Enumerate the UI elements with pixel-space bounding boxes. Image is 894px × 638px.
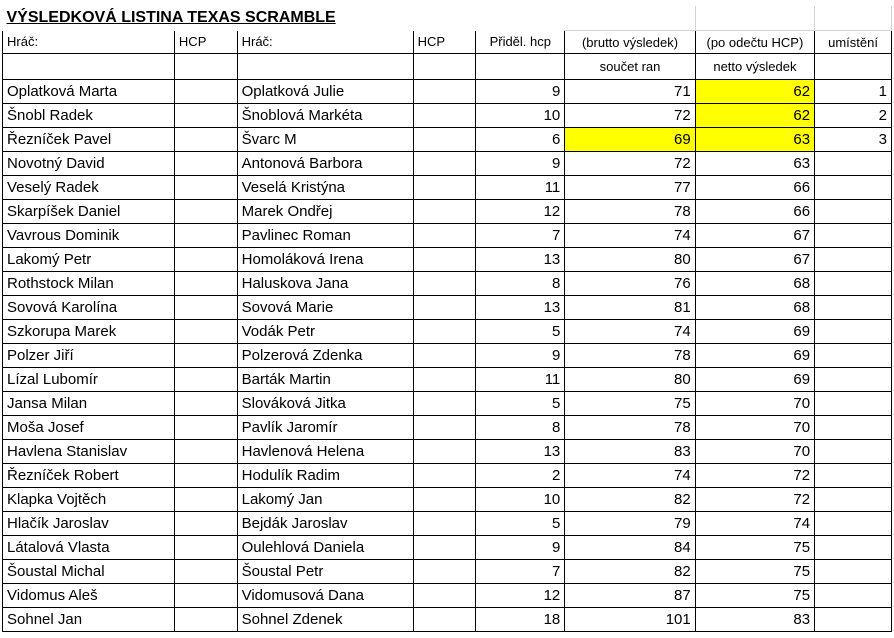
cell-net[interactable]: 75 — [695, 584, 814, 608]
table-row — [3, 200, 892, 224]
cell-net[interactable]: 72 — [695, 464, 814, 488]
header-gross[interactable]: (brutto výsledek) — [565, 31, 695, 54]
cell-hcp1[interactable] — [174, 488, 237, 512]
table-row — [3, 80, 892, 104]
cell-gross[interactable]: 78 — [565, 200, 695, 224]
cell-gross[interactable]: 82 — [565, 488, 695, 512]
table-row — [3, 392, 892, 416]
cell-gross[interactable]: 78 — [565, 416, 695, 440]
cell-assigned-hcp[interactable]: 7 — [476, 224, 565, 248]
cell-player2[interactable]: Pavlinec Roman — [237, 224, 413, 248]
cell-net[interactable]: 66 — [695, 200, 814, 224]
empty-cell[interactable] — [695, 6, 814, 31]
cell-player1[interactable]: Jansa Milan — [3, 392, 175, 416]
cell-hcp2[interactable] — [413, 512, 476, 536]
cell-place[interactable] — [815, 464, 892, 488]
cell-player1[interactable]: Vavrous Dominik — [3, 224, 175, 248]
cell-gross[interactable]: 75 — [565, 392, 695, 416]
cell-player2[interactable]: Švarc M — [237, 128, 413, 152]
cell-player1[interactable]: Lakomý Petr — [3, 248, 175, 272]
cell-player1[interactable]: Moša Josef — [3, 416, 175, 440]
cell-net[interactable]: 70 — [695, 416, 814, 440]
title-row — [3, 6, 892, 31]
table-row — [3, 320, 892, 344]
cell-hcp1[interactable] — [174, 128, 237, 152]
cell-net[interactable]: 63 — [695, 152, 814, 176]
results-table — [2, 6, 892, 632]
header-assigned-hcp[interactable]: Přiděl. hcp — [476, 31, 565, 54]
empty-cell[interactable] — [815, 54, 892, 80]
cell-player2[interactable]: Vidomusová Dana — [237, 584, 413, 608]
table-row — [3, 584, 892, 608]
table-row — [3, 176, 892, 200]
cell-gross[interactable]: 79 — [565, 512, 695, 536]
empty-cell[interactable] — [3, 54, 175, 80]
cell-hcp1[interactable] — [174, 512, 237, 536]
cell-gross[interactable]: 74 — [565, 464, 695, 488]
cell-place[interactable] — [815, 296, 892, 320]
cell-net[interactable]: 72 — [695, 488, 814, 512]
cell-net[interactable]: 63 — [695, 128, 814, 152]
cell-hcp2[interactable] — [413, 560, 476, 584]
cell-player2[interactable]: Oplatková Julie — [237, 80, 413, 104]
header-hcp2[interactable]: HCP — [413, 31, 476, 54]
cell-gross[interactable]: 81 — [565, 296, 695, 320]
cell-net[interactable]: 68 — [695, 296, 814, 320]
cell-hcp2[interactable] — [413, 128, 476, 152]
table-row — [3, 440, 892, 464]
cell-gross[interactable]: 72 — [565, 104, 695, 128]
cell-player2[interactable]: Homoláková Irena — [237, 248, 413, 272]
cell-gross[interactable]: 74 — [565, 224, 695, 248]
cell-hcp2[interactable] — [413, 152, 476, 176]
table-row — [3, 560, 892, 584]
cell-assigned-hcp[interactable]: 12 — [476, 584, 565, 608]
cell-player2[interactable]: Barták Martin — [237, 368, 413, 392]
cell-assigned-hcp[interactable]: 10 — [476, 104, 565, 128]
cell-hcp1[interactable] — [174, 560, 237, 584]
cell-place[interactable] — [815, 368, 892, 392]
cell-assigned-hcp[interactable]: 5 — [476, 320, 565, 344]
cell-player2[interactable]: Antonová Barbora — [237, 152, 413, 176]
table-row — [3, 104, 892, 128]
cell-gross[interactable]: 82 — [565, 560, 695, 584]
table-row — [3, 536, 892, 560]
cell-net[interactable]: 69 — [695, 320, 814, 344]
cell-place[interactable] — [815, 248, 892, 272]
cell-player2[interactable]: Bejdák Jaroslav — [237, 512, 413, 536]
table-row — [3, 488, 892, 512]
table-row — [3, 224, 892, 248]
cell-player1[interactable]: Novotný David — [3, 152, 175, 176]
table-row — [3, 272, 892, 296]
cell-gross[interactable]: 78 — [565, 344, 695, 368]
cell-player2[interactable]: Marek Ondřej — [237, 200, 413, 224]
cell-place[interactable] — [815, 152, 892, 176]
cell-player2[interactable]: Havlenová Helena — [237, 440, 413, 464]
cell-net[interactable]: 69 — [695, 368, 814, 392]
cell-player2[interactable]: Šnoblová Markéta — [237, 104, 413, 128]
cell-place[interactable] — [815, 320, 892, 344]
cell-hcp1[interactable] — [174, 608, 237, 632]
cell-gross[interactable]: 74 — [565, 320, 695, 344]
cell-gross[interactable]: 76 — [565, 272, 695, 296]
cell-hcp1[interactable] — [174, 416, 237, 440]
cell-assigned-hcp[interactable]: 13 — [476, 248, 565, 272]
cell-player2[interactable]: Hodulík Radim — [237, 464, 413, 488]
cell-assigned-hcp[interactable]: 18 — [476, 608, 565, 632]
cell-hcp2[interactable] — [413, 608, 476, 632]
cell-place[interactable] — [815, 488, 892, 512]
cell-player2[interactable]: Veselá Kristýna — [237, 176, 413, 200]
cell-gross[interactable]: 77 — [565, 176, 695, 200]
cell-player1[interactable]: Sohnel Jan — [3, 608, 175, 632]
cell-hcp1[interactable] — [174, 272, 237, 296]
table-row — [3, 248, 892, 272]
subheader-row — [3, 54, 892, 80]
cell-hcp2[interactable] — [413, 104, 476, 128]
cell-player1[interactable]: Hlačík Jaroslav — [3, 512, 175, 536]
table-row — [3, 608, 892, 632]
cell-hcp2[interactable] — [413, 440, 476, 464]
cell-net[interactable]: 83 — [695, 608, 814, 632]
cell-hcp2[interactable] — [413, 416, 476, 440]
cell-net[interactable]: 70 — [695, 392, 814, 416]
header-player2[interactable]: Hráč: — [237, 31, 413, 54]
cell-hcp2[interactable] — [413, 80, 476, 104]
cell-assigned-hcp[interactable]: 6 — [476, 128, 565, 152]
cell-hcp1[interactable] — [174, 200, 237, 224]
cell-gross[interactable]: 83 — [565, 440, 695, 464]
cell-hcp2[interactable] — [413, 248, 476, 272]
cell-hcp2[interactable] — [413, 320, 476, 344]
cell-player1[interactable]: Szkorupa Marek — [3, 320, 175, 344]
cell-hcp2[interactable] — [413, 488, 476, 512]
cell-place[interactable] — [815, 272, 892, 296]
cell-hcp1[interactable] — [174, 440, 237, 464]
empty-cell[interactable] — [815, 6, 892, 31]
table-row — [3, 416, 892, 440]
cell-hcp1[interactable] — [174, 344, 237, 368]
cell-place[interactable]: 2 — [815, 104, 892, 128]
cell-net[interactable]: 67 — [695, 224, 814, 248]
cell-player2[interactable]: Šoustal Petr — [237, 560, 413, 584]
cell-player1[interactable]: Lízal Lubomír — [3, 368, 175, 392]
cell-player2[interactable]: Sohnel Zdenek — [237, 608, 413, 632]
empty-cell[interactable] — [174, 54, 237, 80]
empty-cell[interactable] — [476, 54, 565, 80]
cell-player2[interactable]: Vodák Petr — [237, 320, 413, 344]
cell-place[interactable]: 3 — [815, 128, 892, 152]
cell-player1[interactable]: Oplatková Marta — [3, 80, 175, 104]
cell-hcp2[interactable] — [413, 296, 476, 320]
cell-hcp1[interactable] — [174, 320, 237, 344]
cell-net[interactable]: 75 — [695, 560, 814, 584]
cell-place[interactable] — [815, 392, 892, 416]
header-player1[interactable]: Hráč: — [3, 31, 175, 54]
cell-hcp1[interactable] — [174, 536, 237, 560]
cell-assigned-hcp[interactable]: 5 — [476, 392, 565, 416]
cell-hcp2[interactable] — [413, 536, 476, 560]
cell-assigned-hcp[interactable]: 2 — [476, 464, 565, 488]
cell-gross[interactable]: 80 — [565, 368, 695, 392]
cell-hcp1[interactable] — [174, 368, 237, 392]
cell-player1[interactable]: Skarpíšek Daniel — [3, 200, 175, 224]
cell-hcp1[interactable] — [174, 176, 237, 200]
table-row — [3, 296, 892, 320]
cell-player1[interactable]: Rothstock Milan — [3, 272, 175, 296]
cell-player2[interactable]: Oulehlová Daniela — [237, 536, 413, 560]
cell-net[interactable]: 66 — [695, 176, 814, 200]
cell-hcp2[interactable] — [413, 368, 476, 392]
cell-hcp1[interactable] — [174, 104, 237, 128]
cell-hcp1[interactable] — [174, 224, 237, 248]
cell-place[interactable] — [815, 344, 892, 368]
cell-hcp2[interactable] — [413, 344, 476, 368]
cell-assigned-hcp[interactable]: 13 — [476, 296, 565, 320]
header-placement[interactable]: umístění — [815, 31, 892, 54]
cell-gross[interactable]: 69 — [565, 128, 695, 152]
cell-hcp2[interactable] — [413, 224, 476, 248]
cell-player2[interactable]: Polzerová Zdenka — [237, 344, 413, 368]
cell-assigned-hcp[interactable]: 5 — [476, 512, 565, 536]
header-hcp1[interactable]: HCP — [174, 31, 237, 54]
cell-hcp1[interactable] — [174, 296, 237, 320]
cell-place[interactable]: 1 — [815, 80, 892, 104]
cell-net[interactable]: 62 — [695, 104, 814, 128]
cell-place[interactable] — [815, 584, 892, 608]
cell-player1[interactable]: Klapka Vojtěch — [3, 488, 175, 512]
empty-cell[interactable] — [237, 54, 413, 80]
cell-hcp2[interactable] — [413, 464, 476, 488]
cell-place[interactable] — [815, 560, 892, 584]
cell-place[interactable] — [815, 440, 892, 464]
empty-cell[interactable] — [565, 6, 695, 31]
cell-net[interactable]: 74 — [695, 512, 814, 536]
cell-gross[interactable]: 80 — [565, 248, 695, 272]
cell-hcp1[interactable] — [174, 248, 237, 272]
cell-net[interactable]: 70 — [695, 440, 814, 464]
cell-place[interactable] — [815, 512, 892, 536]
cell-hcp1[interactable] — [174, 584, 237, 608]
subheader-net[interactable]: netto výsledek — [695, 54, 814, 80]
cell-place[interactable] — [815, 200, 892, 224]
cell-hcp2[interactable] — [413, 392, 476, 416]
cell-net[interactable]: 69 — [695, 344, 814, 368]
cell-player1[interactable]: Vidomus Aleš — [3, 584, 175, 608]
table-row — [3, 464, 892, 488]
cell-assigned-hcp[interactable]: 13 — [476, 440, 565, 464]
cell-gross[interactable]: 87 — [565, 584, 695, 608]
cell-player2[interactable]: Slováková Jitka — [237, 392, 413, 416]
results-table-body — [3, 6, 892, 632]
cell-gross[interactable]: 71 — [565, 80, 695, 104]
table-row — [3, 512, 892, 536]
cell-hcp2[interactable] — [413, 272, 476, 296]
cell-assigned-hcp[interactable]: 9 — [476, 80, 565, 104]
cell-assigned-hcp[interactable]: 12 — [476, 200, 565, 224]
cell-net[interactable]: 68 — [695, 272, 814, 296]
cell-place[interactable] — [815, 608, 892, 632]
cell-assigned-hcp[interactable]: 8 — [476, 416, 565, 440]
cell-net[interactable]: 62 — [695, 80, 814, 104]
cell-assigned-hcp[interactable]: 11 — [476, 368, 565, 392]
cell-assigned-hcp[interactable]: 8 — [476, 272, 565, 296]
cell-hcp2[interactable] — [413, 200, 476, 224]
cell-hcp1[interactable] — [174, 464, 237, 488]
cell-place[interactable] — [815, 224, 892, 248]
cell-assigned-hcp[interactable]: 9 — [476, 344, 565, 368]
cell-hcp2[interactable] — [413, 176, 476, 200]
cell-place[interactable] — [815, 176, 892, 200]
cell-net[interactable]: 67 — [695, 248, 814, 272]
cell-place[interactable] — [815, 416, 892, 440]
cell-player1[interactable]: Šnobl Radek — [3, 104, 175, 128]
cell-assigned-hcp[interactable]: 7 — [476, 560, 565, 584]
cell-player1[interactable]: Sovová Karolína — [3, 296, 175, 320]
cell-player2[interactable]: Haluskova Jana — [237, 272, 413, 296]
cell-assigned-hcp[interactable]: 9 — [476, 536, 565, 560]
table-row — [3, 152, 892, 176]
cell-hcp1[interactable] — [174, 392, 237, 416]
cell-assigned-hcp[interactable]: 9 — [476, 152, 565, 176]
sheet-title[interactable]: VÝSLEDKOVÁ LISTINA TEXAS SCRAMBLE — [6, 9, 336, 27]
empty-cell[interactable] — [413, 54, 476, 80]
cell-hcp2[interactable] — [413, 584, 476, 608]
table-row — [3, 344, 892, 368]
cell-player1[interactable]: Havlena Stanislav — [3, 440, 175, 464]
cell-assigned-hcp[interactable]: 11 — [476, 176, 565, 200]
cell-assigned-hcp[interactable]: 10 — [476, 488, 565, 512]
cell-net[interactable]: 75 — [695, 536, 814, 560]
cell-player1[interactable]: Látalová Vlasta — [3, 536, 175, 560]
subheader-gross[interactable]: součet ran — [565, 54, 695, 80]
table-row — [3, 368, 892, 392]
cell-player1[interactable]: Řezníček Robert — [3, 464, 175, 488]
cell-hcp1[interactable] — [174, 152, 237, 176]
header-net[interactable]: (po odečtu HCP) — [695, 31, 814, 54]
cell-place[interactable] — [815, 536, 892, 560]
cell-player2[interactable]: Pavlík Jaromír — [237, 416, 413, 440]
cell-hcp1[interactable] — [174, 80, 237, 104]
cell-player2[interactable]: Lakomý Jan — [237, 488, 413, 512]
cell-player1[interactable]: Řezníček Pavel — [3, 128, 175, 152]
cell-gross[interactable]: 101 — [565, 608, 695, 632]
header-row — [3, 31, 892, 54]
cell-player1[interactable]: Veselý Radek — [3, 176, 175, 200]
cell-player1[interactable]: Šoustal Michal — [3, 560, 175, 584]
cell-player1[interactable]: Polzer Jiří — [3, 344, 175, 368]
cell-player2[interactable]: Sovová Marie — [237, 296, 413, 320]
cell-gross[interactable]: 72 — [565, 152, 695, 176]
cell-gross[interactable]: 84 — [565, 536, 695, 560]
table-row — [3, 128, 892, 152]
